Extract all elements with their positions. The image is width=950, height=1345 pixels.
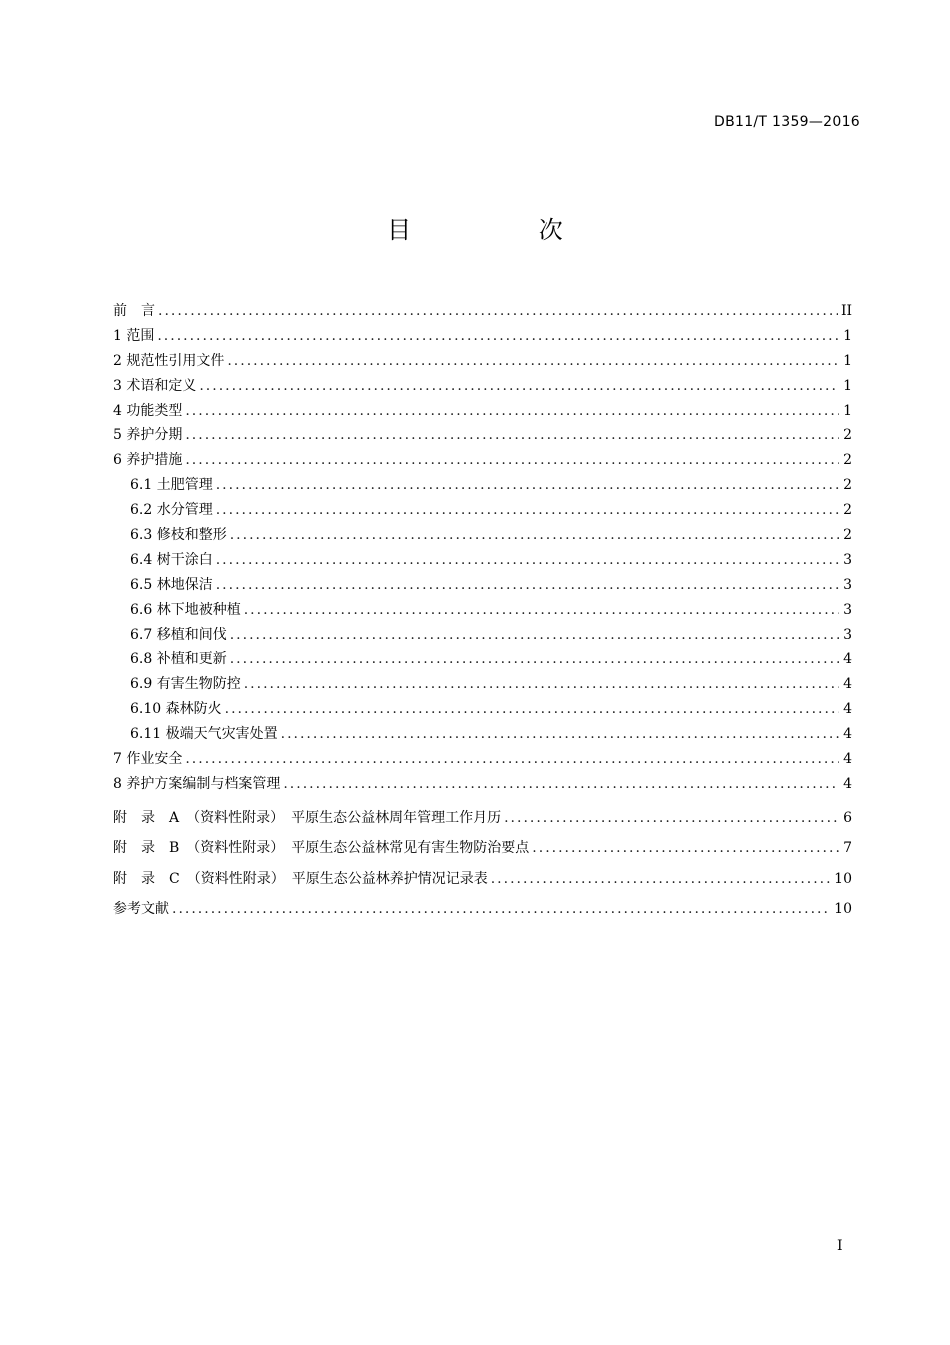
toc-leader-dots [281,722,839,747]
toc-entry-page: 3 [843,576,852,593]
toc-entry-section-6-9[interactable] [113,672,852,697]
toc-entry-label: 6.2 水分管理 [130,502,213,519]
toc-entry-section-6-4[interactable] [113,548,852,573]
toc-entry-section-4[interactable] [113,399,852,424]
toc-leader-dots [216,473,839,498]
toc-entry-page: 4 [843,775,852,792]
toc-entry-section-7[interactable] [113,747,852,772]
toc-entry-label: 附 录 B （资料性附录） 平原生态公益林常见有害生物防治要点 [113,840,530,857]
toc-leader-dots [283,772,839,797]
toc-entry-label: 6 养护措施 [113,452,183,469]
toc-leader-dots [216,548,839,573]
toc-entry-label: 2 规范性引用文件 [113,352,225,369]
toc-entry-label: 附 录 C （资料性附录） 平原生态公益林养护情况记录表 [113,870,488,887]
toc-entry-page: 7 [843,840,852,857]
toc-entry-appendix-c[interactable] [113,864,852,895]
toc-entry-page: 2 [843,427,852,444]
toc-entry-label: 4 功能类型 [113,402,183,419]
toc-entry-label: 前 言 [113,303,155,319]
toc-entry-page: 4 [843,726,852,743]
toc-entry-label: 8 养护方案编制与档案管理 [113,775,281,792]
toc-entry-label: 6.6 林下地被种植 [130,601,241,618]
toc-entry-label: 5 养护分期 [113,427,183,444]
toc-entry-page: 10 [834,870,852,887]
toc-entry-references[interactable] [113,894,852,925]
toc-leader-dots [185,448,839,473]
toc-leader-dots [185,747,839,772]
toc-entry-section-6-5[interactable] [113,573,852,598]
toc-entry-label: 参考文献 [113,901,169,918]
toc-leader-dots [244,598,839,623]
toc-leader-dots [185,399,839,424]
toc-leader-dots [230,647,839,672]
toc-entry-page: 1 [843,377,852,394]
toc-entry-page: 4 [843,751,852,768]
toc-entry-section-6-2[interactable] [113,498,852,523]
toc-entry-label: 6.4 树干涂白 [130,551,213,568]
toc-entry-page: 4 [843,676,852,693]
toc-entry-label: 6.10 森林防火 [130,701,222,718]
toc-entry-page: 6 [843,809,852,826]
toc-leader-dots [157,324,839,349]
toc-entry-page: 2 [843,502,852,519]
toc-entry-section-6-10[interactable] [113,697,852,722]
table-of-contents [113,299,852,925]
toc-entry-section-6-11[interactable] [113,722,852,747]
toc-entry-label: 6.9 有害生物防控 [130,676,241,693]
toc-entry-section-1[interactable] [113,324,852,349]
toc-entry-label: 6.3 修枝和整形 [130,527,227,544]
toc-entry-page: II [840,303,852,319]
toc-leader-dots [491,864,831,895]
toc-entry-section-6-6[interactable] [113,598,852,623]
toc-entry-section-6-7[interactable] [113,623,852,648]
toc-entry-page: 3 [843,551,852,568]
toc-entry-foreword[interactable] [113,299,852,324]
toc-leader-dots [158,299,838,324]
toc-entry-page: 10 [834,901,852,918]
toc-leader-dots [230,623,839,648]
toc-entry-section-5[interactable] [113,423,852,448]
toc-leader-dots [172,894,831,925]
toc-leader-dots [225,697,839,722]
toc-entry-label: 7 作业安全 [113,751,183,768]
toc-entry-page: 2 [843,527,852,544]
toc-entry-page: 2 [843,452,852,469]
toc-entry-label: 1 范围 [113,327,155,344]
toc-entry-label: 6.5 林地保洁 [130,576,213,593]
toc-entry-section-2[interactable] [113,349,852,374]
toc-entry-page: 4 [843,701,852,718]
toc-entry-page: 1 [843,402,852,419]
toc-entry-section-6-8[interactable] [113,647,852,672]
toc-leader-dots [216,573,839,598]
toc-leader-dots [504,803,839,834]
toc-leader-dots [244,672,839,697]
toc-entry-label: 附 录 A （资料性附录） 平原生态公益林周年管理工作月历 [113,809,502,826]
toc-entry-section-8[interactable] [113,772,852,797]
toc-leader-dots [199,374,839,399]
page-title: 目 次 [387,216,623,244]
toc-entry-appendix-a[interactable] [113,803,852,834]
toc-leader-dots [230,523,839,548]
toc-leader-dots [185,423,839,448]
toc-entry-appendix-b[interactable] [113,833,852,864]
toc-entry-section-6[interactable] [113,448,852,473]
toc-entry-label: 6.8 补植和更新 [130,651,227,668]
toc-entry-page: 3 [843,601,852,618]
toc-entry-section-3[interactable] [113,374,852,399]
toc-leader-dots [532,833,839,864]
toc-entry-section-6-1[interactable] [113,473,852,498]
toc-entry-page: 4 [843,651,852,668]
toc-entry-page: 1 [843,352,852,369]
toc-entry-label: 6.11 极端天气灾害处置 [130,726,278,743]
toc-entry-page: 1 [843,327,852,344]
standard-code: DB11/T 1359—2016 [714,114,860,130]
toc-entry-label: 3 术语和定义 [113,377,197,394]
toc-entry-page: 2 [843,477,852,494]
toc-entry-section-6-3[interactable] [113,523,852,548]
toc-leader-dots [216,498,839,523]
toc-entry-label: 6.7 移植和间伐 [130,626,227,643]
toc-leader-dots [227,349,839,374]
toc-entry-label: 6.1 土肥管理 [130,477,213,494]
page-number: I [837,1238,843,1254]
toc-entry-page: 3 [843,626,852,643]
